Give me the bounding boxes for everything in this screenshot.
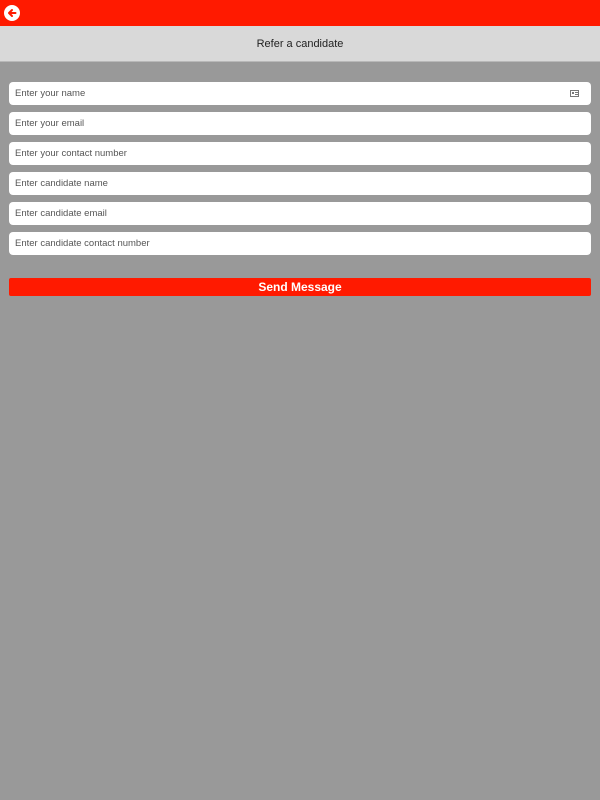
your-name-field bbox=[9, 82, 591, 105]
your-contact-input[interactable] bbox=[9, 142, 591, 165]
candidate-contact-input[interactable] bbox=[9, 232, 591, 255]
send-message-button[interactable]: Send Message bbox=[9, 278, 591, 296]
contact-card-icon[interactable] bbox=[570, 90, 579, 97]
your-email-field bbox=[9, 112, 591, 135]
candidate-name-field bbox=[9, 172, 591, 195]
arrow-left-icon bbox=[6, 7, 18, 19]
candidate-contact-field bbox=[9, 232, 591, 255]
your-email-input[interactable] bbox=[9, 112, 591, 135]
candidate-email-input[interactable] bbox=[9, 202, 591, 225]
your-name-input[interactable] bbox=[9, 82, 591, 105]
title-bar bbox=[0, 26, 600, 62]
back-button[interactable] bbox=[4, 5, 20, 21]
referral-form bbox=[9, 82, 591, 262]
top-app-bar bbox=[0, 0, 600, 26]
your-contact-field bbox=[9, 142, 591, 165]
page-title: Refer a candidate bbox=[256, 37, 344, 50]
candidate-email-field bbox=[9, 202, 591, 225]
candidate-name-input[interactable] bbox=[9, 172, 591, 195]
